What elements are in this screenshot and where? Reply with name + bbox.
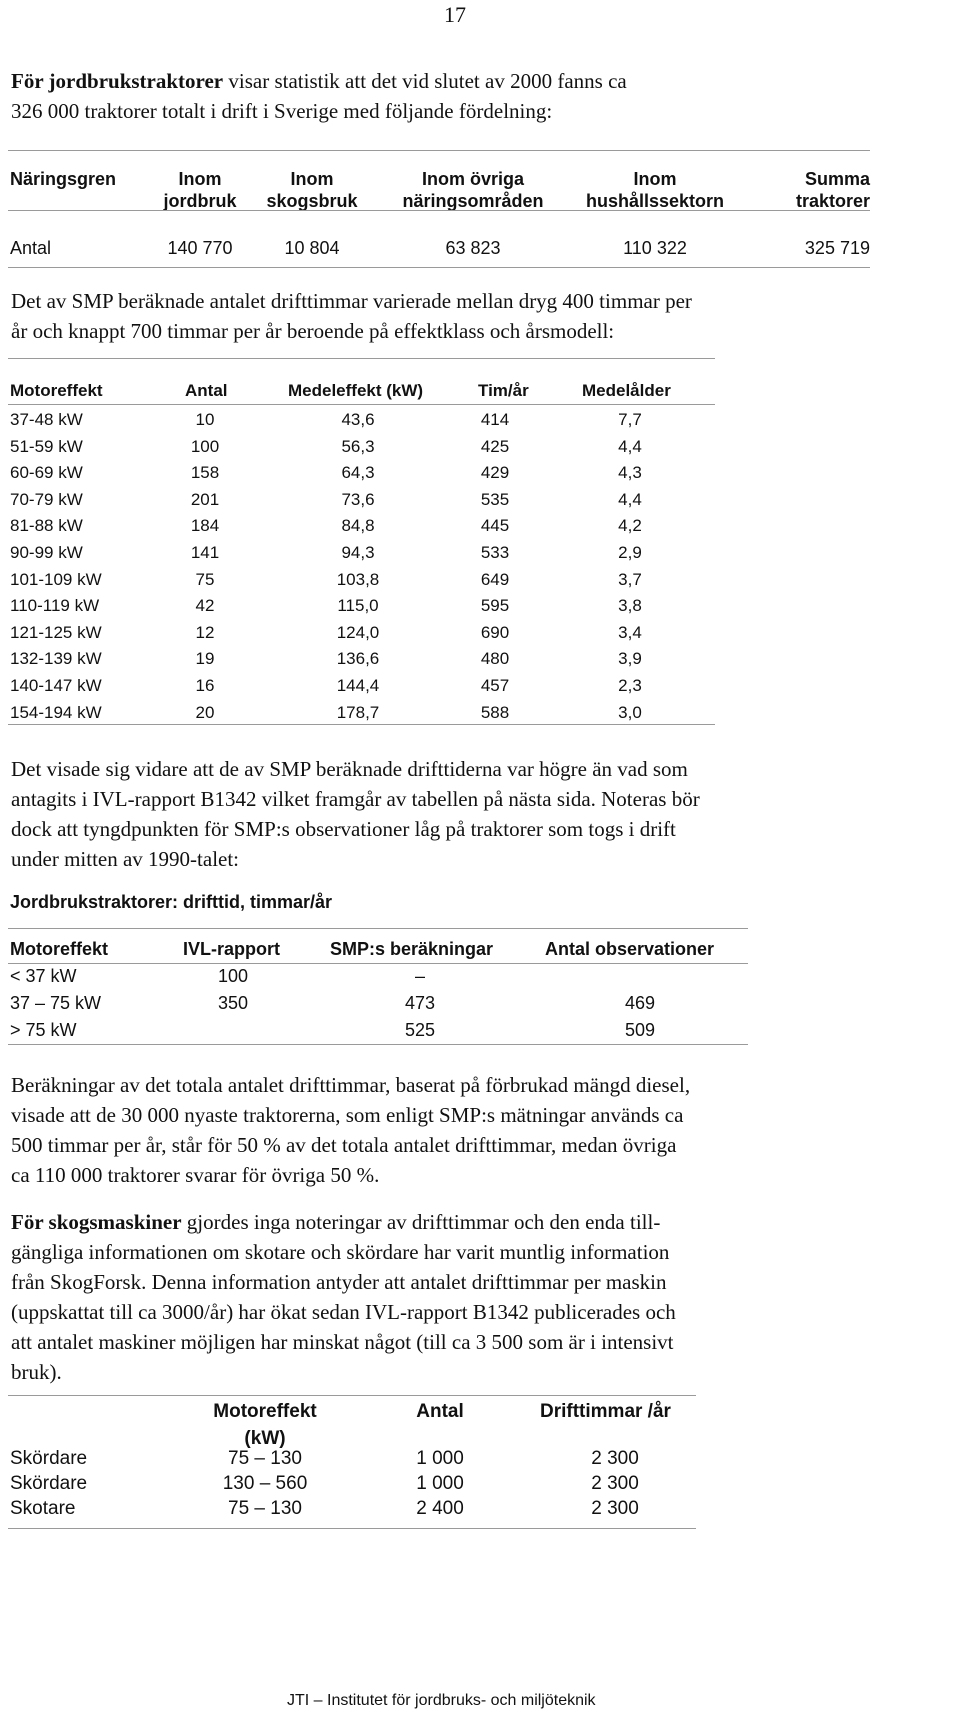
table1-header-jordbruk: Inom jordbruk <box>163 169 237 211</box>
table2-cell: 457 <box>480 676 510 695</box>
table-row <box>0 490 960 519</box>
table2-header-tim: Tim/år <box>478 381 529 400</box>
table3-cell: < 37 kW <box>10 966 77 986</box>
table2-cell: 141 <box>190 543 220 562</box>
table2-cell: 588 <box>480 702 510 722</box>
table-row <box>0 543 960 572</box>
table2-cell: 3,9 <box>618 649 642 669</box>
table2-cell: 60-69 kW <box>10 463 83 483</box>
table2-cell: 3,4 <box>618 622 642 642</box>
table4-top-rule <box>8 1395 696 1396</box>
table-row <box>0 516 960 545</box>
table1-header-hushall: Inom hushållssektorn <box>585 169 725 211</box>
paragraph-line: under mitten av 1990-talet: <box>11 847 240 871</box>
table2-cell: 42 <box>195 596 215 616</box>
table4-cell: 2 300 <box>591 1448 639 1469</box>
paragraph-drifttider <box>11 754 951 874</box>
table2-cell: 2,3 <box>618 676 642 695</box>
table2-cell: 115,0 <box>337 596 379 616</box>
table2-cell: 56,3 <box>341 436 375 456</box>
table2-cell: 43,6 <box>341 410 375 429</box>
table3-cell: – <box>414 966 425 986</box>
table2-cell: 16 <box>195 676 215 695</box>
table-row <box>0 463 960 492</box>
paragraph-line: dock att tyngdpunkten för SMP:s observationer låg på traktorer som togs i drift <box>11 817 676 841</box>
table2-cell: 425 <box>480 436 510 456</box>
paragraph-line: Det av SMP beräknade antalet drifttimmar varierade mellan dryg 400 timmar per <box>11 289 692 313</box>
table3-cell: 100 <box>218 966 249 986</box>
table4-cell: 1 000 <box>416 1448 464 1469</box>
table2-cell: 64,3 <box>341 463 375 483</box>
table3-cell: 509 <box>624 1020 656 1040</box>
table2-cell: 414 <box>480 410 510 429</box>
table-row <box>0 1020 960 1050</box>
table3-header-antal: Antal observationer <box>545 939 715 959</box>
table2-cell: 81-88 kW <box>10 516 83 536</box>
table-row <box>0 623 960 652</box>
table-row <box>0 966 960 996</box>
table1-cell: 63 823 <box>445 238 501 258</box>
table1-header-skogsbruk: Inom skogsbruk <box>266 169 358 211</box>
table3-top-rule <box>8 928 748 929</box>
intro-line-2: 326 000 traktorer totalt i drift i Sverige med följande fördelning: <box>11 99 553 123</box>
table2-cell: 121-125 kW <box>10 622 102 642</box>
table3-bottom-rule <box>8 1044 748 1045</box>
table3-header-ivl: IVL-rapport <box>183 939 280 959</box>
paragraph-line: ca 110 000 traktorer svarar för övriga 50 %. <box>11 1163 380 1187</box>
table2-cell: 19 <box>195 649 215 669</box>
table2-header-medelalder: Medelålder <box>582 381 671 400</box>
table2-cell: 4,2 <box>618 516 642 536</box>
table1-header-rule <box>8 210 870 211</box>
table2-cell: 535 <box>480 489 510 509</box>
table2-cell: 649 <box>480 569 510 589</box>
table2-cell: 4,3 <box>618 463 642 483</box>
table2-cell: 20 <box>195 702 215 722</box>
paragraph-line: bruk). <box>11 1360 62 1384</box>
table2-cell: 2,9 <box>618 543 642 562</box>
paragraph-line: Det visade sig vidare att de av SMP beräknade drifttiderna var högre än vad som <box>11 757 688 781</box>
table4-cell: 2 400 <box>416 1498 464 1519</box>
table2-header-medeleffekt: Medeleffekt (kW) <box>288 381 424 400</box>
table4-cell: 75 – 130 <box>228 1498 302 1519</box>
table2-bottom-rule <box>8 724 715 725</box>
table1-cell: 325 719 <box>804 238 870 258</box>
table2-cell: 3,0 <box>618 702 642 722</box>
table3-cell: > 75 kW <box>10 1020 77 1040</box>
table2-cell: 595 <box>480 596 510 616</box>
table2-cell: 184 <box>190 516 220 536</box>
table1-top-rule <box>8 150 870 151</box>
table4-header-antal: Antal <box>416 1401 464 1422</box>
paragraph-line: (uppskattat till ca 3000/år) har ökat sedan IVL-rapport B1342 publicerades och <box>11 1300 676 1324</box>
table2-cell: 132-139 kW <box>10 649 102 669</box>
page-number: 17 <box>444 2 466 27</box>
table2-cell: 140-147 kW <box>10 676 102 695</box>
paragraph-skogsmaskiner <box>11 1207 951 1387</box>
intro-line-1: visar statistik att det vid slutet av 2000 fanns ca <box>223 69 627 93</box>
intro-paragraph <box>11 66 951 126</box>
table4-header-motoreffekt: Motoreffekt (kW) <box>213 1401 317 1449</box>
table1-header-ovriga: Inom övriga näringsområden <box>402 169 544 211</box>
table3-cell: 350 <box>218 993 249 1013</box>
table-row <box>0 993 960 1023</box>
table2-cell: 178,7 <box>336 702 380 722</box>
table1-bottom-rule <box>8 267 870 268</box>
table2-cell: 7,7 <box>618 410 642 429</box>
table2-cell: 124,0 <box>336 622 380 642</box>
table3-header-smp: SMP:s beräkningar <box>330 939 494 959</box>
table2-cell: 136,6 <box>336 649 380 669</box>
table2-cell: 94,3 <box>341 543 375 562</box>
skogsmaskiner-bold-lead: För skogsmaskiner <box>11 1210 182 1234</box>
table2-cell: 103,8 <box>336 569 380 589</box>
table2-cell: 144,4 <box>336 676 380 695</box>
paragraph-line: antagits i IVL-rapport B1342 vilket framgår av tabellen på nästa sida. Noteras bör <box>11 787 700 811</box>
table2-cell: 201 <box>190 489 220 509</box>
table3-cell: 37 – 75 kW <box>10 993 102 1013</box>
table2-cell: 480 <box>480 649 510 669</box>
table1-cell: 110 322 <box>623 238 687 258</box>
table3-cell: 473 <box>404 993 436 1013</box>
table-row <box>0 649 960 678</box>
table3-title: Jordbrukstraktorer: drifttid, timmar/år <box>10 892 333 912</box>
table-row <box>0 703 960 732</box>
table2-cell: 84,8 <box>341 516 375 536</box>
intro-bold-lead: För jordbrukstraktorer <box>11 69 224 93</box>
table-row <box>0 570 960 599</box>
table2-cell: 51-59 kW <box>10 436 83 456</box>
table-row <box>0 410 960 439</box>
table2-header-antal: Antal <box>185 381 228 400</box>
table2-cell: 90-99 kW <box>10 543 83 562</box>
paragraph-smp-hours <box>11 286 951 346</box>
table3-header-rule <box>8 963 748 964</box>
page-footer: JTI – Institutet för jordbruks- och miljöteknik <box>287 1692 596 1709</box>
table4-cell: 130 – 560 <box>222 1473 308 1494</box>
table1-header-summa: Summa traktorer <box>795 169 870 211</box>
table2-cell: 100 <box>190 436 220 456</box>
table2-top-rule <box>8 358 715 359</box>
table-row <box>0 437 960 466</box>
table-row <box>0 1448 960 1475</box>
table2-cell: 445 <box>480 516 510 536</box>
table3-cell: 525 <box>404 1020 436 1040</box>
table4-bottom-rule <box>8 1528 696 1529</box>
table2-cell: 37-48 kW <box>10 410 83 429</box>
table4-header-drifttimmar: Drifttimmar /år <box>540 1401 671 1422</box>
table2-cell: 70-79 kW <box>10 489 83 509</box>
table-row <box>0 676 960 705</box>
table2-cell: 73,6 <box>341 489 375 509</box>
paragraph-line: gjordes inga noteringar av drifttimmar och den enda till- <box>181 1210 661 1234</box>
table4-cell: 75 – 130 <box>228 1448 302 1469</box>
paragraph-line: att antalet maskiner möjligen har minskat något (till ca 3 500 som är i intensivt <box>11 1330 674 1354</box>
table2-header-rule <box>8 404 715 405</box>
table-row <box>0 1498 960 1525</box>
table2-header-motoreffekt: Motoreffekt <box>10 381 103 400</box>
table2-cell: 4,4 <box>618 436 642 456</box>
table3-header-motoreffekt: Motoreffekt <box>10 939 108 959</box>
table2-cell: 3,8 <box>618 596 642 616</box>
table2-cell: 158 <box>190 463 220 483</box>
table2-cell: 75 <box>195 569 215 589</box>
table3-cell: 469 <box>624 993 656 1013</box>
table4-cell: 2 300 <box>591 1473 639 1494</box>
table-row <box>0 596 960 625</box>
table1-cell: Antal <box>10 238 52 258</box>
paragraph-line: 500 timmar per år, står för 50 % av det totala antalet drifttimmar, medan övriga <box>11 1133 677 1157</box>
table2-cell: 533 <box>480 543 510 562</box>
table2-cell: 154-194 kW <box>10 702 102 722</box>
table-row <box>0 1473 960 1500</box>
table4-cell: 1 000 <box>416 1473 464 1494</box>
table4-cell: Skördare <box>10 1473 88 1494</box>
table4-cell: Skördare <box>10 1448 88 1469</box>
table1-cell: 140 770 <box>167 238 233 258</box>
table1-header-naringsgren: Näringsgren <box>10 169 117 189</box>
paragraph-line: gängliga informationen om skotare och skördare har varit muntlig information <box>11 1240 670 1264</box>
paragraph-line: Beräkningar av det totala antalet drifttimmar, baserat på förbrukad mängd diesel, <box>11 1073 691 1097</box>
table2-cell: 429 <box>480 463 510 483</box>
table2-cell: 3,7 <box>618 569 642 589</box>
paragraph-line: från SkogForsk. Denna information antyder att antalet drifttimmar per maskin <box>11 1270 667 1294</box>
paragraph-line: visade att de 30 000 nyaste traktorerna, som enligt SMP:s mätningar används ca <box>11 1103 684 1127</box>
table2-cell: 110-119 kW <box>10 596 100 616</box>
paragraph-line: år och knappt 700 timmar per år beroende på effektklass och årsmodell: <box>11 319 615 343</box>
table2-cell: 101-109 kW <box>10 569 102 589</box>
table2-cell: 12 <box>195 622 215 642</box>
table1-cell: 10 804 <box>284 238 340 258</box>
table2-cell: 10 <box>195 410 215 429</box>
table2-cell: 690 <box>480 622 510 642</box>
table4-cell: Skotare <box>10 1498 76 1519</box>
paragraph-berakningar <box>11 1070 951 1190</box>
table4-cell: 2 300 <box>591 1498 639 1519</box>
table2-cell: 4,4 <box>618 489 642 509</box>
